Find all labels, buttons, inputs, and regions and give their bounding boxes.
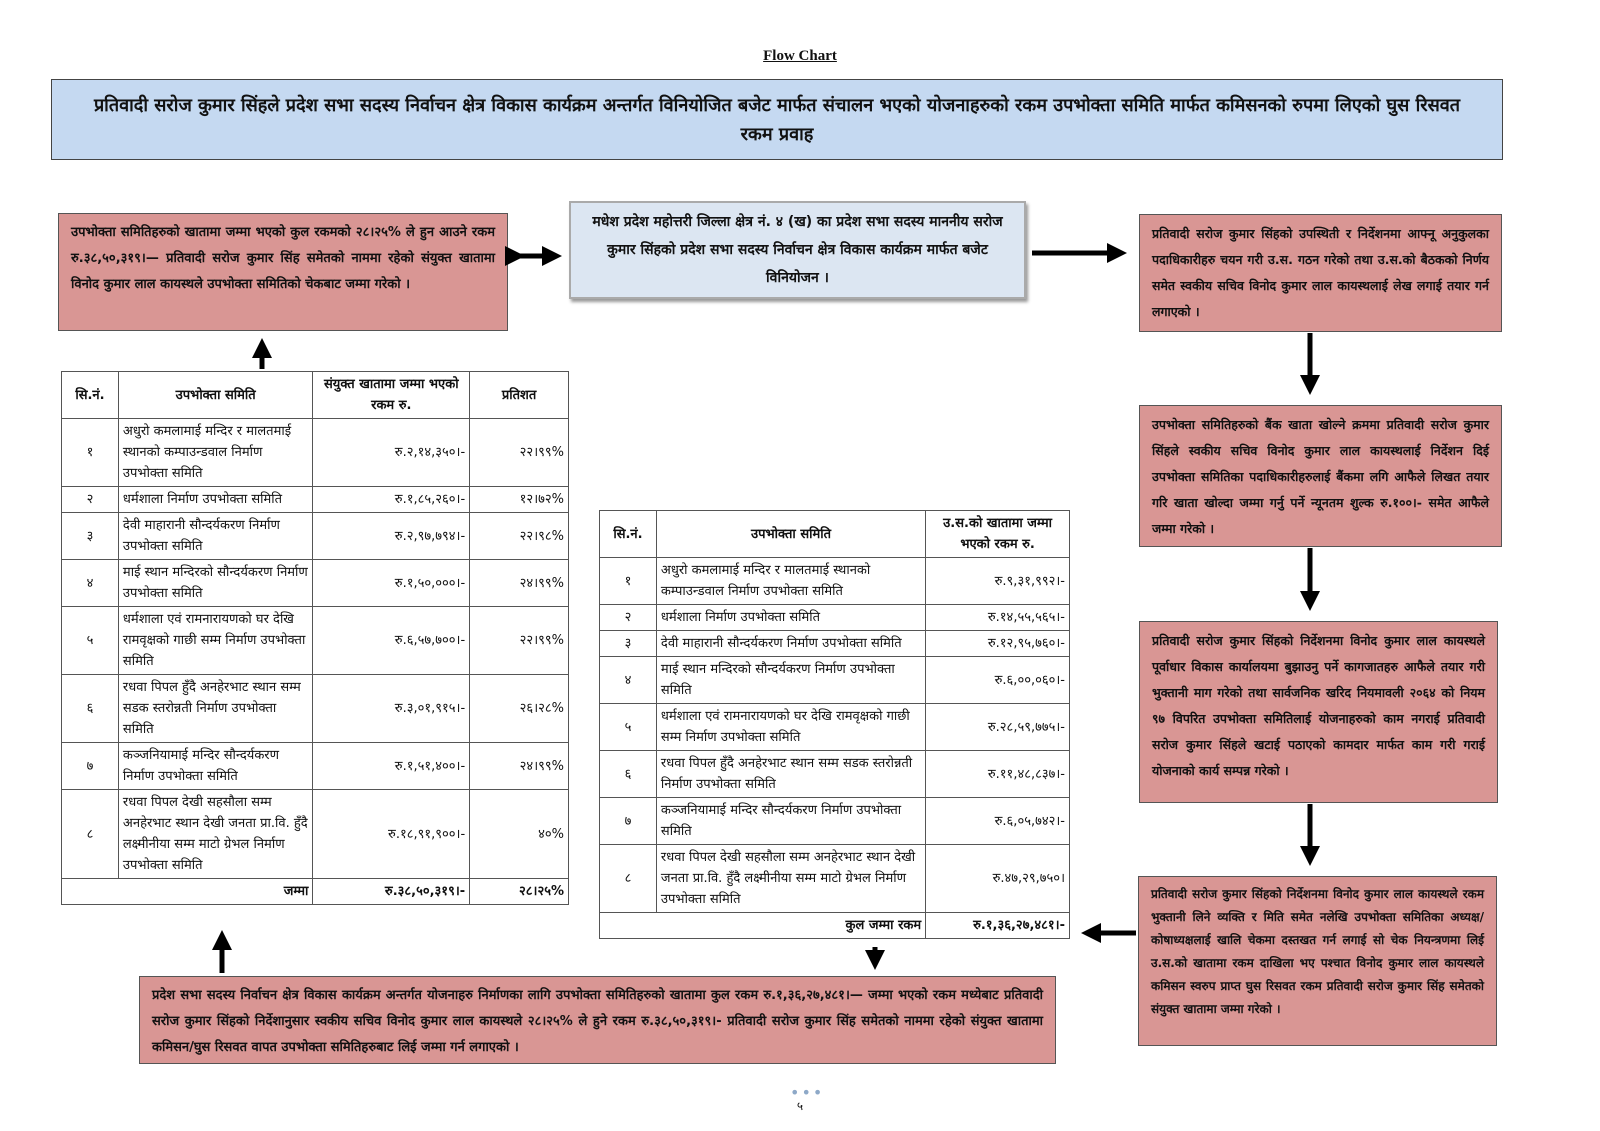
row-serial: ८	[600, 845, 657, 913]
row-percent: २६।२८%	[470, 675, 569, 743]
row-serial: ७	[62, 743, 119, 790]
row-amount: रु.१४,५५,५६५।-	[926, 605, 1070, 631]
total-label: जम्मा	[62, 879, 313, 905]
row-committee: माई स्थान मन्दिरको सौन्दर्यकरण निर्माण उपभोक्ता समिति	[118, 560, 313, 607]
row-serial: २	[600, 605, 657, 631]
row-amount: रु.२,१४,३५०।-	[313, 419, 470, 487]
banner-heading: प्रतिवादी सरोज कुमार सिंहले प्रदेश सभा सदस्य निर्वाचन क्षेत्र विकास कार्यक्रम अन्तर्गत विनियोजित बजेट मार्फत संचालन भएको योजनाहरुको रकम उपभोक्ता समिति मार्फत कमिसनको रुपमा लिएको घुस रिसवत रकम प्रवाह	[51, 79, 1503, 160]
row-amount: रु.१,५०,०००।-	[313, 560, 470, 607]
row-amount: रु.४७,२९,७५०।	[926, 845, 1070, 913]
budget-allocation-text: मधेश प्रदेश महोत्तरी जिल्ला क्षेत्र नं. ४ (ख) का प्रदेश सभा सदस्य माननीय सरोज कुमार सिंहको प्रदेश सभा सदस्य निर्वाचन क्षेत्र विकास कार्यक्रम मार्फत बजेट विनियोजन ।	[592, 214, 1003, 286]
row-amount: रु.३,०१,९१५।-	[313, 675, 470, 743]
row-committee: रधवा पिपल देखी सहसौला सम्म अनहेरभाट स्थान देखी जनता प्रा.वि. हुँदै लक्ष्मीनीया सम्म माटो ग्रेभल निर्माण उपभोक्ता समिति	[118, 790, 313, 879]
row-committee: देवी माहारानी सौन्दर्यकरण निर्माण उपभोक्ता समिति	[118, 513, 313, 560]
row-committee: रधवा पिपल हुँदै अनहेरभाट स्थान सम्म सडक स्तरोन्नती निर्माण उपभोक्ता समिति	[656, 751, 925, 798]
row-serial: ३	[600, 631, 657, 657]
row-committee: कञ्जनियामाई मन्दिर सौन्दर्यकरण निर्माण उपभोक्ता समिति	[656, 798, 925, 845]
header-amount: उ.स.को खातामा जम्मा भएको रकम रु.	[926, 511, 1070, 558]
total-percent: २८।२५%	[470, 879, 569, 905]
row-serial: १	[62, 419, 119, 487]
row-percent: २२।९८%	[470, 513, 569, 560]
row-committee: धर्मशाला एवं रामनारायणको घर देखि रामवृक्षको गाछी सम्म निर्माण उपभोक्ता समिति	[118, 607, 313, 675]
joint-account-deposit-box: उपभोक्ता समितिहरुको खातामा जम्मा भएको कुल रकमको २८।२५% ले हुन आउने रकम रु.३८,५०,३१९।— प्रतिवादी सरोज कुमार सिंह समेतको नाममा रहेको संयुक्त खातामा विनोद कुमार लाल कायस्थले उपभोक्ता समितिको चेकबाट जम्मा गरेको ।	[58, 213, 508, 331]
row-serial: २	[62, 487, 119, 513]
row-amount: रु.१२,९५,७६०।-	[926, 631, 1070, 657]
row-serial: ४	[62, 560, 119, 607]
row-serial: १	[600, 558, 657, 605]
header-amount: संयुक्त खातामा जम्मा भएको रकम रु.	[313, 372, 470, 419]
row-committee: धर्मशाला निर्माण उपभोक्ता समिति	[118, 487, 313, 513]
row-percent: १२।७२%	[470, 487, 569, 513]
row-serial: ६	[62, 675, 119, 743]
row-amount: रु.९,३१,९९२।-	[926, 558, 1070, 605]
row-serial: ६	[600, 751, 657, 798]
row-committee: अधुरो कमलामाई मन्दिर र मालतमाई स्थानको कम्पाउन्डवाल निर्माण उपभोक्ता समिति	[118, 419, 313, 487]
row-committee: अधुरो कमलामाई मन्दिर र मालतमाई स्थानको कम्पाउन्डवाल निर्माण उपभोक्ता समिति	[656, 558, 925, 605]
total-amount: रु.३८,५०,३१९।-	[313, 879, 470, 905]
row-committee: रधवा पिपल हुँदै अनहेरभाट स्थान सम्म सडक स्तरोन्नती निर्माण उपभोक्ता समिति	[118, 675, 313, 743]
row-amount: रु.६,०५,७४२।-	[926, 798, 1070, 845]
header-committee: उपभोक्ता समिति	[656, 511, 925, 558]
row-amount: रु.१,५१,४००।-	[313, 743, 470, 790]
row-committee: धर्मशाला निर्माण उपभोक्ता समिति	[656, 605, 925, 631]
row-amount: रु.१,८५,२६०।-	[313, 487, 470, 513]
total-label: कुल जम्मा रकम	[600, 913, 926, 939]
row-percent: २४।९९%	[470, 743, 569, 790]
commission-summary-box: प्रदेश सभा सदस्य निर्वाचन क्षेत्र विकास कार्यक्रम अन्तर्गत योजनाहरु निर्माणका लागि उपभोक्ता समितिहरुको खातामा कुल रकम रु.१,३६,२७,४८१।— जम्मा भएको रकम मध्येबाट प्रतिवादी सरोज कुमार सिंहको निर्देशानुसार स्वकीय सचिव विनोद कुमार लाल कायस्थले २८।२५% ले हुने रकम रु.३८,५०,३१९।- प्रतिवादी सरोज कुमार सिंह समेतको नाममा रहेको संयुक्त खातामा कमिसन/घुस रिसवत वापत उपभोक्ता समितिहरुबाट लिई जम्मा गर्न लगाएको ।	[139, 976, 1056, 1064]
row-serial: ५	[600, 704, 657, 751]
row-percent: २२।९९%	[470, 607, 569, 675]
row-amount: रु.६,००,०६०।-	[926, 657, 1070, 704]
row-serial: ३	[62, 513, 119, 560]
row-committee: देवी माहारानी सौन्दर्यकरण निर्माण उपभोक्ता समिति	[656, 631, 925, 657]
row-serial: ७	[600, 798, 657, 845]
row-amount: रु.२८,५९,७७५।-	[926, 704, 1070, 751]
footer-dots: •••	[790, 1083, 825, 1102]
header-serial: सि.नं.	[62, 372, 119, 419]
row-percent: २४।९९%	[470, 560, 569, 607]
row-committee: माई स्थान मन्दिरको सौन्दर्यकरण निर्माण उपभोक्ता समिति	[656, 657, 925, 704]
committee-formation-box: प्रतिवादी सरोज कुमार सिंहको उपस्थिती र निर्देशनमा आफ्नू अनुकुलका पदाधिकारीहरु चयन गरी उ.स. गठन गरेको तथा उ.स.को बैठकको निर्णय समेत स्वकीय सचिव विनोद कुमार लाल कायस्थलाई लेख लगाई तयार गर्न लगाएको ।	[1139, 214, 1502, 332]
row-serial: ५	[62, 607, 119, 675]
row-committee: कञ्जनियामाई मन्दिर सौन्दर्यकरण निर्माण उपभोक्ता समिति	[118, 743, 313, 790]
total-amount: रु.१,३६,२७,४८१।-	[926, 913, 1070, 939]
flow-chart-title: Flow Chart	[763, 48, 837, 64]
row-serial: ८	[62, 790, 119, 879]
row-percent: ४०%	[470, 790, 569, 879]
row-serial: ४	[600, 657, 657, 704]
row-percent: २२।९९%	[470, 419, 569, 487]
bank-account-box: उपभोक्ता समितिहरुको बैंक खाता खोल्ने क्रममा प्रतिवादी सरोज कुमार सिंहले स्वकीय सचिव विनोद कुमार लाल कायस्थलाई निर्देशन दिई उपभोक्ता समितिका पदाधिकारीहरुलाई बैंकमा लगि आफैले लिखत तयार गरि खाता खोल्दा जम्मा गर्नु पर्ने न्यूनतम शुल्क रु.१००।- समेत आफैले जम्मा गरेको ।	[1139, 405, 1502, 547]
row-committee: धर्मशाला एवं रामनारायणको घर देखि रामवृक्षको गाछी सम्म निर्माण उपभोक्ता समिति	[656, 704, 925, 751]
header-committee: उपभोक्ता समिति	[118, 372, 313, 419]
cheque-control-box: प्रतिवादी सरोज कुमार सिंहको निर्देशनमा विनोद कुमार लाल कायस्थले रकम भुक्तानी लिने व्यक्ति र मिति समेत नलेखि उपभोक्ता समितिका अध्यक्ष/कोषाध्यक्षलाई खालि चेकमा दस्तखत गर्न लगाई सो चेक नियन्त्रणमा लिई उ.स.को खातामा रकम दाखिला भए पश्चात विनोद कुमार लाल कायस्थले कमिसन स्वरुप प्राप्त घुस रिसवत रकम प्रतिवादी सरोज कुमार सिंह समेतको संयुक्त खातामा जम्मा गरेको ।	[1138, 876, 1497, 1046]
row-amount: रु.६,५७,७००।-	[313, 607, 470, 675]
row-amount: रु.११,४८,८३७।-	[926, 751, 1070, 798]
header-percent: प्रतिशत	[470, 372, 569, 419]
row-amount: रु.२,९७,७९४।-	[313, 513, 470, 560]
work-execution-box: प्रतिवादी सरोज कुमार सिंहको निर्देशनमा विनोद कुमार लाल कायस्थले पूर्वाधार विकास कार्यालयमा बुझाउनु पर्ने कागजातहरु आफैले तयार गरी भुक्तानी माग गरेको तथा सार्वजनिक खरिद नियमावली २०६४ को नियम ९७ विपरित उपभोक्ता समितिलाई योजनाहरुको काम नगराई प्रतिवादी सरोज कुमार सिंहले खटाई पठाएको कामदार मार्फत काम गरी गराई योजनाको कार्य सम्पन्न गरेको ।	[1139, 621, 1498, 803]
page-number: ५	[796, 1099, 804, 1113]
row-amount: रु.१८,९१,९००।-	[313, 790, 470, 879]
row-committee: रधवा पिपल देखी सहसौला सम्म अनहेरभाट स्थान देखी जनता प्रा.वि. हुँदै लक्ष्मीनीया सम्म माटो ग्रेभल निर्माण उपभोक्ता समिति	[656, 845, 925, 913]
header-serial: सि.नं.	[600, 511, 657, 558]
